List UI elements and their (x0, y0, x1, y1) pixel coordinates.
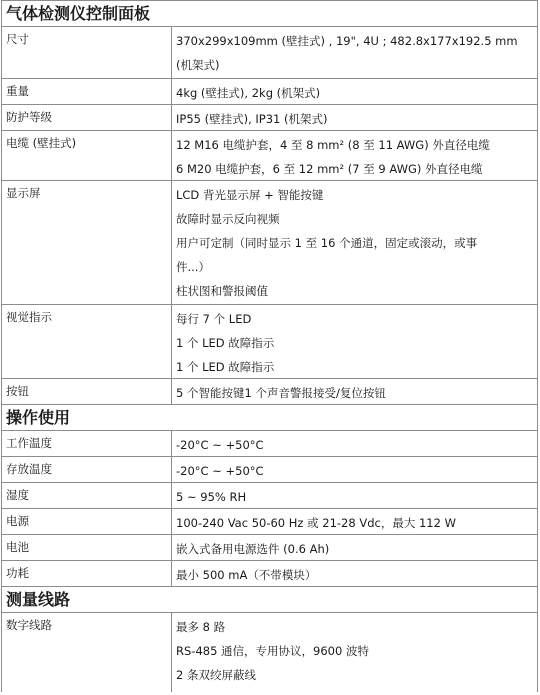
table-row-power-consumption (2, 560, 537, 586)
row-label: 重量 (2, 79, 172, 104)
spec-table (1, 0, 538, 692)
row-value (172, 509, 537, 534)
row-value (172, 181, 537, 304)
value-line: 100-240 Vac 50-60 Hz 或 21-28 Vdc，最大 112 W (176, 516, 456, 530)
table-row-protection (2, 104, 537, 130)
table-row-operating-temp (2, 430, 537, 456)
row-label: 电缆 (壁挂式) (2, 131, 172, 180)
value-line: 12 M16 电缆护套，4 至 8 mm² (8 至 11 AWG) 外直径电缆 (176, 138, 490, 152)
table-row-cable (2, 130, 537, 180)
row-value (172, 305, 537, 378)
value-line: -20°C ~ +50°C (176, 438, 264, 452)
row-value (172, 483, 537, 508)
table-row-digital-lines (2, 612, 537, 692)
row-value (172, 561, 537, 586)
table-row-size (2, 26, 537, 78)
row-value (172, 457, 537, 482)
table-row-battery (2, 534, 537, 560)
value-line: 件...） (176, 260, 210, 274)
table-row-humidity (2, 482, 537, 508)
table-row-display (2, 180, 537, 304)
row-label: 电池 (2, 535, 172, 560)
row-label: 按钮 (2, 379, 172, 404)
row-value (172, 431, 537, 456)
row-label: 电源 (2, 509, 172, 534)
value-line: 370x299x109mm (壁挂式) , 19", 4U ; 482.8x177x192.5 mm (176, 34, 518, 48)
row-value (172, 613, 537, 692)
row-label: 尺寸 (2, 27, 172, 78)
row-value (172, 131, 537, 180)
value-line: 2 条双绞屏蔽线 (176, 668, 256, 682)
value-line: 5 ~ 95% RH (176, 490, 247, 504)
row-label: 数字线路 (2, 613, 172, 692)
value-line: 1 个 LED 故障指示 (176, 336, 275, 350)
value-line: 每行 7 个 LED (176, 312, 252, 326)
row-value (172, 27, 537, 78)
table-row-buttons (2, 378, 537, 404)
row-label: 存放温度 (2, 457, 172, 482)
value-line: 5 个智能按键1 个声音警报接受/复位按钮 (176, 386, 386, 400)
value-line: 柱状图和警报阈值 (176, 284, 268, 298)
value-line: 1 个 LED 故障指示 (176, 360, 275, 374)
row-value (172, 79, 537, 104)
row-label: 显示屏 (2, 181, 172, 304)
section-title-measurement-lines: 测量线路 (2, 586, 537, 612)
table-row-storage-temp (2, 456, 537, 482)
row-label: 功耗 (2, 561, 172, 586)
row-label: 工作温度 (2, 431, 172, 456)
value-line: 6 M20 电缆护套，6 至 12 mm² (7 至 9 AWG) 外直径电缆 (176, 162, 483, 176)
row-label: 防护等级 (2, 105, 172, 130)
row-value (172, 535, 537, 560)
value-line: 用户可定制（同时显示 1 至 16 个通道，固定或滚动，或事 (176, 236, 478, 250)
value-line: 最小 500 mA（不带模块） (176, 568, 317, 582)
value-line: (机架式) (176, 58, 220, 72)
value-line: 4kg (壁挂式), 2kg (机架式) (176, 86, 321, 100)
row-value (172, 379, 537, 404)
value-line: 故障时显示反向视频 (176, 212, 280, 226)
section-title-operation: 操作使用 (2, 404, 537, 430)
value-line: -20°C ~ +50°C (176, 464, 264, 478)
row-value (172, 105, 537, 130)
value-line: RS-485 通信，专用协议，9600 波特 (176, 644, 369, 658)
row-label: 湿度 (2, 483, 172, 508)
value-line: 嵌入式备用电源选件 (0.6 Ah) (176, 542, 330, 556)
value-line: LCD 背光显示屏 + 智能按键 (176, 188, 324, 202)
row-label: 视觉指示 (2, 305, 172, 378)
table-row-visual-indication (2, 304, 537, 378)
table-row-power-supply (2, 508, 537, 534)
section-title-control-panel: 气体检测仪控制面板 (2, 0, 537, 26)
value-line: 最多 8 路 (176, 620, 226, 634)
table-row-weight (2, 78, 537, 104)
value-line: IP55 (壁挂式), IP31 (机架式) (176, 112, 328, 126)
